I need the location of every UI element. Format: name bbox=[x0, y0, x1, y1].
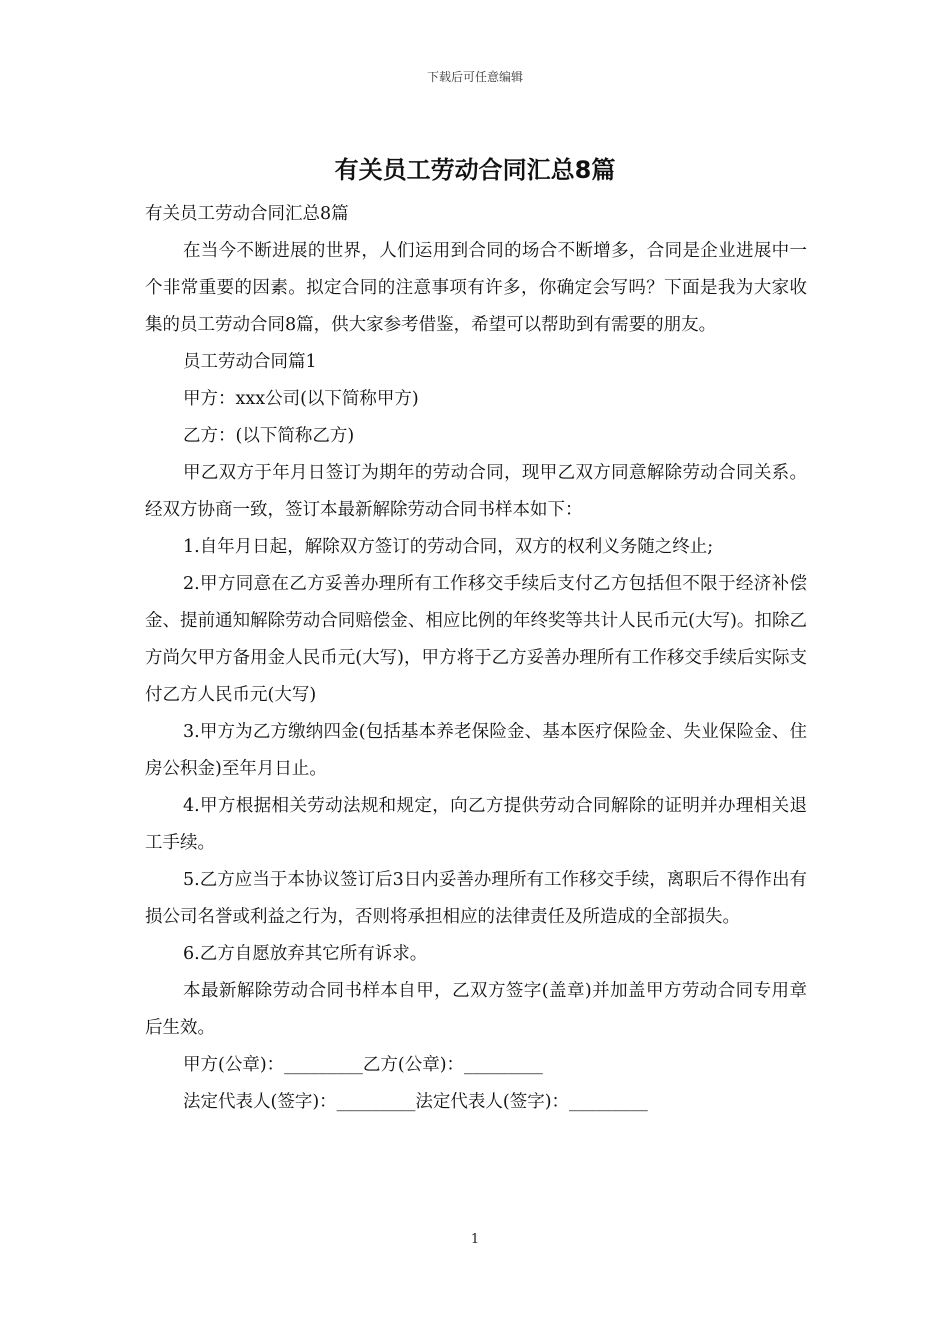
clause-5: 5.乙方应当于本协议签订后3日内妥善办理所有工作移交手续，离职后不得作出有损公司名誉或利益之行为，否则将承担相应的法律责任及所造成的全部损失。 bbox=[145, 870, 807, 927]
clause-6: 6.乙方自愿放弃其它所有诉求。 bbox=[183, 944, 428, 964]
intro-paragraph: 在当今不断进展的世界，人们运用到合同的场合不断增多，合同是企业进展中一个非常重要的因素。拟定合同的注意事项有许多，你确定会写吗？下面是我为大家收集的员工劳动合同8篇，供大家参考借鉴，希望可以帮助到有需要的朋友。 bbox=[145, 241, 807, 335]
clause-4: 4.甲方根据相关劳动法规和规定，向乙方提供劳动合同解除的证明并办理相关退工手续。 bbox=[145, 796, 807, 853]
document-title: 有关员工劳动合同汇总8篇 bbox=[334, 156, 616, 184]
page-number: 1 bbox=[470, 1232, 480, 1247]
effectiveness-clause: 本最新解除劳动合同书样本自甲，乙双方签字(盖章)并加盖甲方劳动合同专用章后生效。 bbox=[145, 981, 807, 1038]
seal-line: 甲方(公章)：_________乙方(公章)：_________ bbox=[183, 1055, 543, 1075]
agreement-preamble: 甲乙双方于年月日签订为期年的劳动合同，现甲乙双方同意解除劳动合同关系。经双方协商一致，签订本最新解除劳动合同书样本如下： bbox=[145, 463, 807, 520]
document-body bbox=[145, 196, 807, 1121]
party-a-line: 甲方：xxx公司(以下简称甲方) bbox=[183, 389, 419, 409]
section-heading: 员工劳动合同篇1 bbox=[183, 352, 317, 372]
party-b-line: 乙方：(以下简称乙方) bbox=[183, 426, 355, 446]
signature-line: 法定代表人(签字)：_________法定代表人(签字)：_________ bbox=[183, 1092, 648, 1112]
clause-1: 1.自年月日起，解除双方签订的劳动合同，双方的权利义务随之终止; bbox=[183, 537, 714, 557]
clause-3: 3.甲方为乙方缴纳四金(包括基本养老保险金、基本医疗保险金、失业保险金、住房公积金)至年月日止。 bbox=[145, 722, 807, 779]
clause-2: 2.甲方同意在乙方妥善办理所有工作移交手续后支付乙方包括但不限于经济补偿金、提前通知解除劳动合同赔偿金、相应比例的年终奖等共计人民币元(大写)。扣除乙方尚欠甲方备用金人民币元(大写)，甲方将于乙方妥善办理所有工作移交手续后实际支付乙方人民币元(大写) bbox=[145, 574, 807, 705]
subtitle-paragraph: 有关员工劳动合同汇总8篇 bbox=[145, 204, 349, 224]
header-note: 下载后可任意编辑 bbox=[426, 70, 523, 84]
